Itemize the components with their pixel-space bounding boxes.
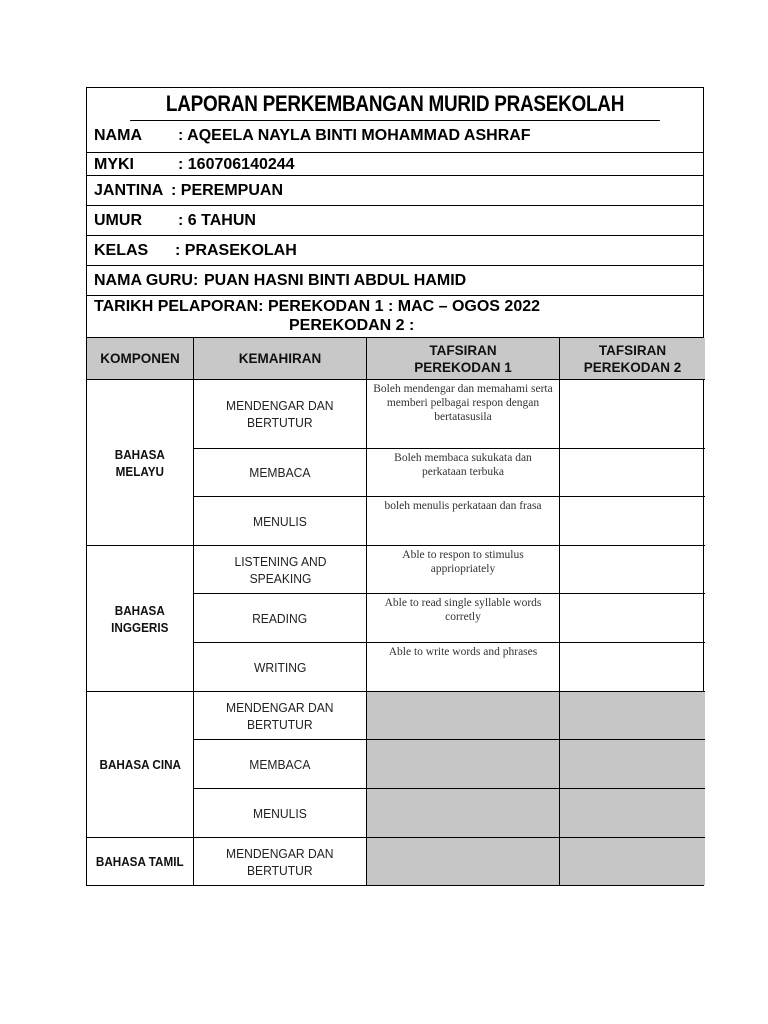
umur-label: UMUR <box>94 212 142 229</box>
skill-cell: MEMBACA <box>194 740 367 789</box>
assessment-table <box>87 338 703 885</box>
tafsiran-1-cell <box>367 692 560 740</box>
nama-label: NAMA <box>94 127 142 144</box>
tarikh-line1 <box>94 298 540 316</box>
component-cell: BAHASA MELAYU <box>87 380 194 546</box>
tarikh-perekodan2: PEREKODAN 2 : <box>289 317 415 334</box>
kelas-label: KELAS <box>94 242 149 259</box>
nama-row <box>87 121 703 153</box>
skill-cell: MENDENGAR DAN BERTUTUR <box>194 838 367 885</box>
report-sheet <box>86 87 704 886</box>
tarikh-label: TARIKH PELAPORAN: <box>94 298 264 315</box>
header-kemahiran: KEMAHIRAN <box>194 338 367 380</box>
tafsiran-1-cell: Able to respon to stimulus appriopriately <box>367 546 560 594</box>
tafsiran-1-cell <box>367 789 560 838</box>
tafsiran-2-cell <box>560 692 705 740</box>
myki-row <box>87 153 703 176</box>
tafsiran-2-cell <box>560 740 705 789</box>
skill-cell: WRITING <box>194 643 367 692</box>
tafsiran-2-cell <box>560 789 705 838</box>
umur-row <box>87 206 703 236</box>
tafsiran-1-cell <box>367 740 560 789</box>
tafsiran-2-cell <box>560 643 705 692</box>
jantina-label: JANTINA <box>94 182 164 199</box>
umur-value: : 6 TAHUN <box>178 212 256 229</box>
tarikh-row <box>87 296 703 338</box>
myki-value: : 160706140244 <box>178 156 295 173</box>
header-tafsiran-1: TAFSIRAN PEREKODAN 1 <box>367 338 560 380</box>
skill-cell: MENULIS <box>194 497 367 546</box>
tafsiran-2-cell <box>560 380 705 449</box>
skill-cell: MENDENGAR DAN BERTUTUR <box>194 380 367 449</box>
report-title: LAPORAN PERKEMBANGAN MURID PRASEKOLAH <box>130 88 660 121</box>
tafsiran-2-cell <box>560 838 705 885</box>
tafsiran-2-cell <box>560 546 705 594</box>
kelas-value: : PRASEKOLAH <box>175 242 297 259</box>
jantina-row <box>87 176 703 206</box>
nama-value: : AQEELA NAYLA BINTI MOHAMMAD ASHRAF <box>178 127 531 144</box>
tafsiran-1-cell <box>367 838 560 885</box>
skill-cell: MENULIS <box>194 789 367 838</box>
tafsiran-1-cell: Boleh membaca sukukata dan perkataan terbuka <box>367 449 560 497</box>
tarikh-perekodan1: PEREKODAN 1 : MAC – OGOS 2022 <box>267 298 541 315</box>
tafsiran-1-cell: Able to read single syllable words corretly <box>367 594 560 643</box>
skill-cell: READING <box>194 594 367 643</box>
component-cell: BAHASA CINA <box>87 692 194 838</box>
guru-value: PUAN HASNI BINTI ABDUL HAMID <box>204 272 467 289</box>
tafsiran-1-cell: boleh menulis perkataan dan frasa <box>367 497 560 546</box>
component-cell: BAHASA TAMIL <box>87 838 194 885</box>
jantina-value: : PEREMPUAN <box>171 182 284 199</box>
guru-row <box>87 266 703 296</box>
myki-label: MYKI <box>94 156 134 173</box>
header-tafsiran-2: TAFSIRAN PEREKODAN 2 <box>560 338 705 380</box>
tafsiran-2-cell <box>560 497 705 546</box>
kelas-row <box>87 236 703 266</box>
skill-cell: LISTENING AND SPEAKING <box>194 546 367 594</box>
header-komponen: KOMPONEN <box>87 338 194 380</box>
component-cell: BAHASA INGGERIS <box>87 546 194 692</box>
tafsiran-1-cell: Able to write words and phrases <box>367 643 560 692</box>
skill-cell: MENDENGAR DAN BERTUTUR <box>194 692 367 740</box>
tafsiran-2-cell <box>560 594 705 643</box>
tafsiran-2-cell <box>560 449 705 497</box>
tafsiran-1-cell: Boleh mendengar dan memahami serta memberi pelbagai respon dengan bertatasusila <box>367 380 560 449</box>
guru-label: NAMA GURU: <box>94 272 199 289</box>
skill-cell: MEMBACA <box>194 449 367 497</box>
